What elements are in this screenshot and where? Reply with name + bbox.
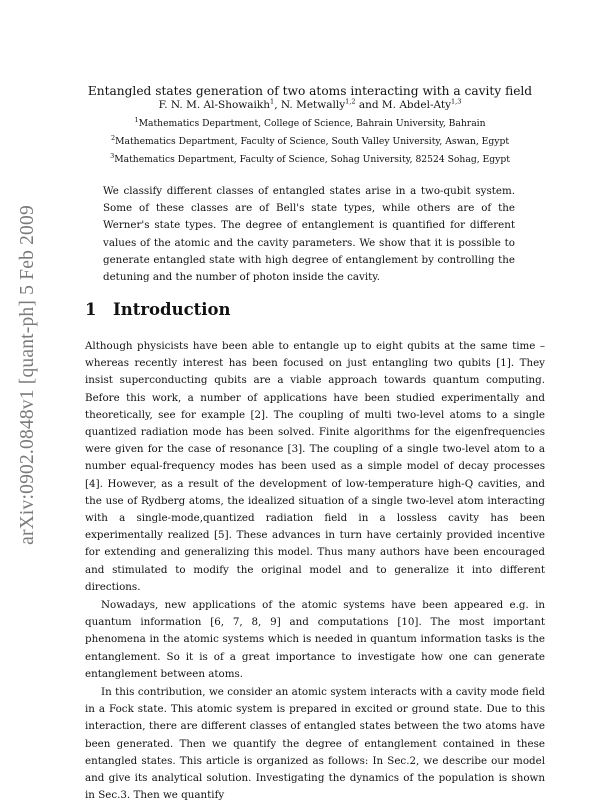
affiliation bbox=[70, 133, 550, 148]
paragraph: Although physicists have been able to entangle up to eight qubits at the same time – whereas recently interest has been focused on just entangling two qubits [1]. They insist superconducting qubits are a viable approach towards quantum computing. Before this work, a number of applications have been studied experimentally and theoretically, see for example [2]. The coupling of multi two-level atoms to a single quantized radiation mode has been solved. Finite algorithms for the eigenfrequencies were given for the case of resonance [3]. The coupling of a single two-level atom to a number equal-frequency modes has been used as a simple model of decay processes [4]. However, as a result of the development of low-temperature high-Q cavities, and the use of Rydberg atoms, the idealized situation of a single two-level atom interacting with a single-mode,quantized radiation field in a lossless cavity has been experimentally realized [5]. These advances in turn have certainly provided incentive for extending and generalizing this model. Thus many authors have been encouraged and stimulated to modify the original model and to generalize it into different directions. bbox=[85, 340, 545, 593]
affiliation bbox=[70, 151, 550, 166]
affiliation-mark: 2 bbox=[110, 133, 116, 142]
author-name: N. Metwally bbox=[280, 99, 346, 111]
section-body bbox=[85, 338, 545, 804]
author-affiliation-mark: 1 bbox=[270, 97, 275, 106]
author-name: M. Abdel-Aty bbox=[381, 99, 452, 111]
section-number: 1 bbox=[85, 300, 97, 319]
affiliation-text: Mathematics Department, College of Science, Bahrain University, Bahrain bbox=[138, 118, 486, 129]
section-heading bbox=[85, 300, 231, 320]
section-title: Introduction bbox=[113, 300, 231, 319]
paragraph: In this contribution, we consider an atomic system interacts with a cavity mode field in a Fock state. This atomic system is prepared in excited or ground state. Due to this interaction, there are different classes of entangled states between the two atoms have been generated. Then we quantify the degree of entanglement contained in these entangled states. This article is organized as follows: In Sec.2, we describe our model and give its analytical solution. Investigating the dynamics of the population is shown in Sec.3. Then we quantify bbox=[85, 686, 545, 802]
author-list bbox=[70, 98, 550, 112]
affiliation-mark: 1 bbox=[134, 115, 139, 124]
paper-title: Entangled states generation of two atoms interacting with a cavity field bbox=[87, 84, 533, 98]
author-affiliation-mark: 1,2 bbox=[345, 97, 356, 106]
author-name: F. N. M. Al-Showaikh bbox=[158, 99, 271, 111]
author-conjunction: and bbox=[355, 99, 382, 111]
author-separator: , bbox=[274, 99, 281, 111]
affiliation bbox=[70, 115, 550, 130]
affiliation-mark: 3 bbox=[110, 151, 115, 160]
affiliation-text: Mathematics Department, Faculty of Science, South Valley University, Aswan, Egypt bbox=[115, 136, 510, 147]
affiliation-text: Mathematics Department, Faculty of Science, Sohag University, 82524 Sohag, Egypt bbox=[114, 154, 510, 165]
arxiv-identifier bbox=[8, 185, 48, 565]
abstract: We classify different classes of entangled states arise in a two-qubit system. Some of these classes are of Bell's state types, while others are of the Werner's state types. The degree of entanglement is quantified for different values of the atomic and the cavity parameters. We show that it is possible to generate entangled state with high degree of entanglement by controlling the detuning and the number of photon inside the cavity. bbox=[103, 185, 515, 284]
paragraph: Nowadays, new applications of the atomic systems have been appeared e.g. in quantum information [6, 7, 8, 9] and computations [10]. The most important phenomena in the atomic systems which is needed in quantum information tasks is the entanglement. So it is of a great importance to investigate how one can generate entanglement between atoms. bbox=[85, 599, 545, 680]
author-affiliation-mark: 1,3 bbox=[451, 97, 462, 106]
arxiv-identifier-text: arXiv:0902.0848v1 [quant-ph] 5 Feb 2009 bbox=[17, 205, 39, 545]
